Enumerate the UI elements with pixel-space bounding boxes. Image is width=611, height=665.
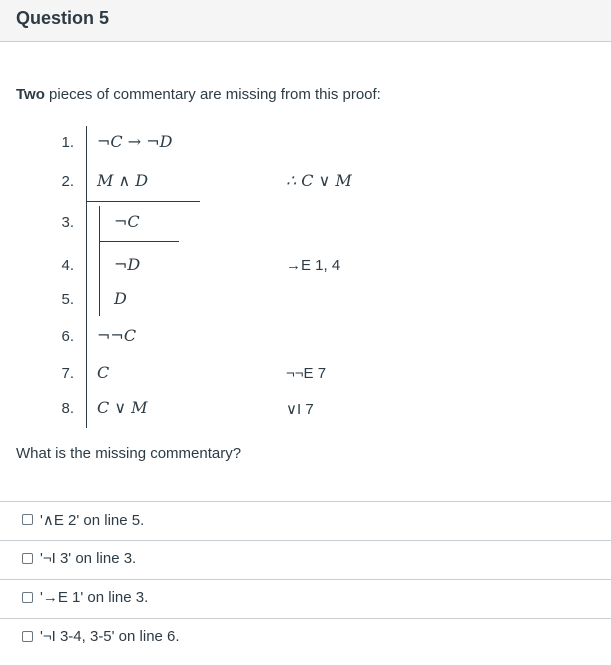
formula-line-2: M ∧ D — [97, 171, 149, 190]
answer-option[interactable] — [0, 618, 611, 657]
answer-label: '¬I 3-4, 3-5' on line 6. — [40, 628, 180, 645]
question-prompt — [16, 86, 381, 103]
prompt-lead: Two — [16, 86, 45, 103]
answer-option[interactable] — [0, 579, 611, 618]
proof-main-bar — [86, 126, 87, 428]
formula-line-7: C — [97, 363, 110, 382]
line-number: 8. — [61, 400, 74, 417]
checkbox-icon[interactable] — [22, 592, 33, 603]
premise-divider — [86, 201, 200, 202]
line-number: 7. — [61, 365, 74, 382]
checkbox-icon[interactable] — [22, 631, 33, 642]
question-text: What is the missing commentary? — [16, 445, 242, 462]
answer-label: '→E 1' on line 3. — [40, 589, 149, 606]
answer-option[interactable] — [0, 540, 611, 579]
formula-line-3: ¬C — [114, 212, 140, 231]
checkbox-icon[interactable] — [22, 553, 33, 564]
checkbox-icon[interactable] — [22, 514, 33, 525]
assumption-divider — [99, 241, 179, 242]
formula-line-4: ¬D — [114, 255, 141, 274]
proof-conclusion: ∴ C ∨ M — [286, 171, 352, 190]
commentary-line-7: ¬¬E 7 — [286, 365, 327, 382]
answer-label: '¬I 3' on line 3. — [40, 550, 137, 567]
question-header — [0, 0, 611, 42]
subproof-bar — [99, 206, 100, 316]
formula-line-5: D — [114, 289, 127, 308]
question-title: Question 5 — [16, 8, 110, 28]
line-number: 6. — [61, 328, 74, 345]
formula-line-6: ¬¬C — [97, 326, 137, 345]
answer-option[interactable] — [0, 501, 611, 540]
line-number: 5. — [61, 291, 74, 308]
formula-line-8: C ∨ M — [97, 398, 148, 417]
commentary-line-4: →E 1, 4 — [286, 257, 341, 274]
line-number: 4. — [61, 257, 74, 274]
line-number: 3. — [61, 214, 74, 231]
prompt-rest: pieces of commentary are missing from this proof: — [44, 86, 381, 103]
commentary-line-8: ∨I 7 — [286, 401, 314, 418]
formula-line-1: ¬C → ¬D — [97, 132, 173, 151]
answer-label: '∧E 2' on line 5. — [40, 512, 145, 529]
line-number: 1. — [61, 134, 74, 151]
line-number: 2. — [61, 173, 74, 190]
